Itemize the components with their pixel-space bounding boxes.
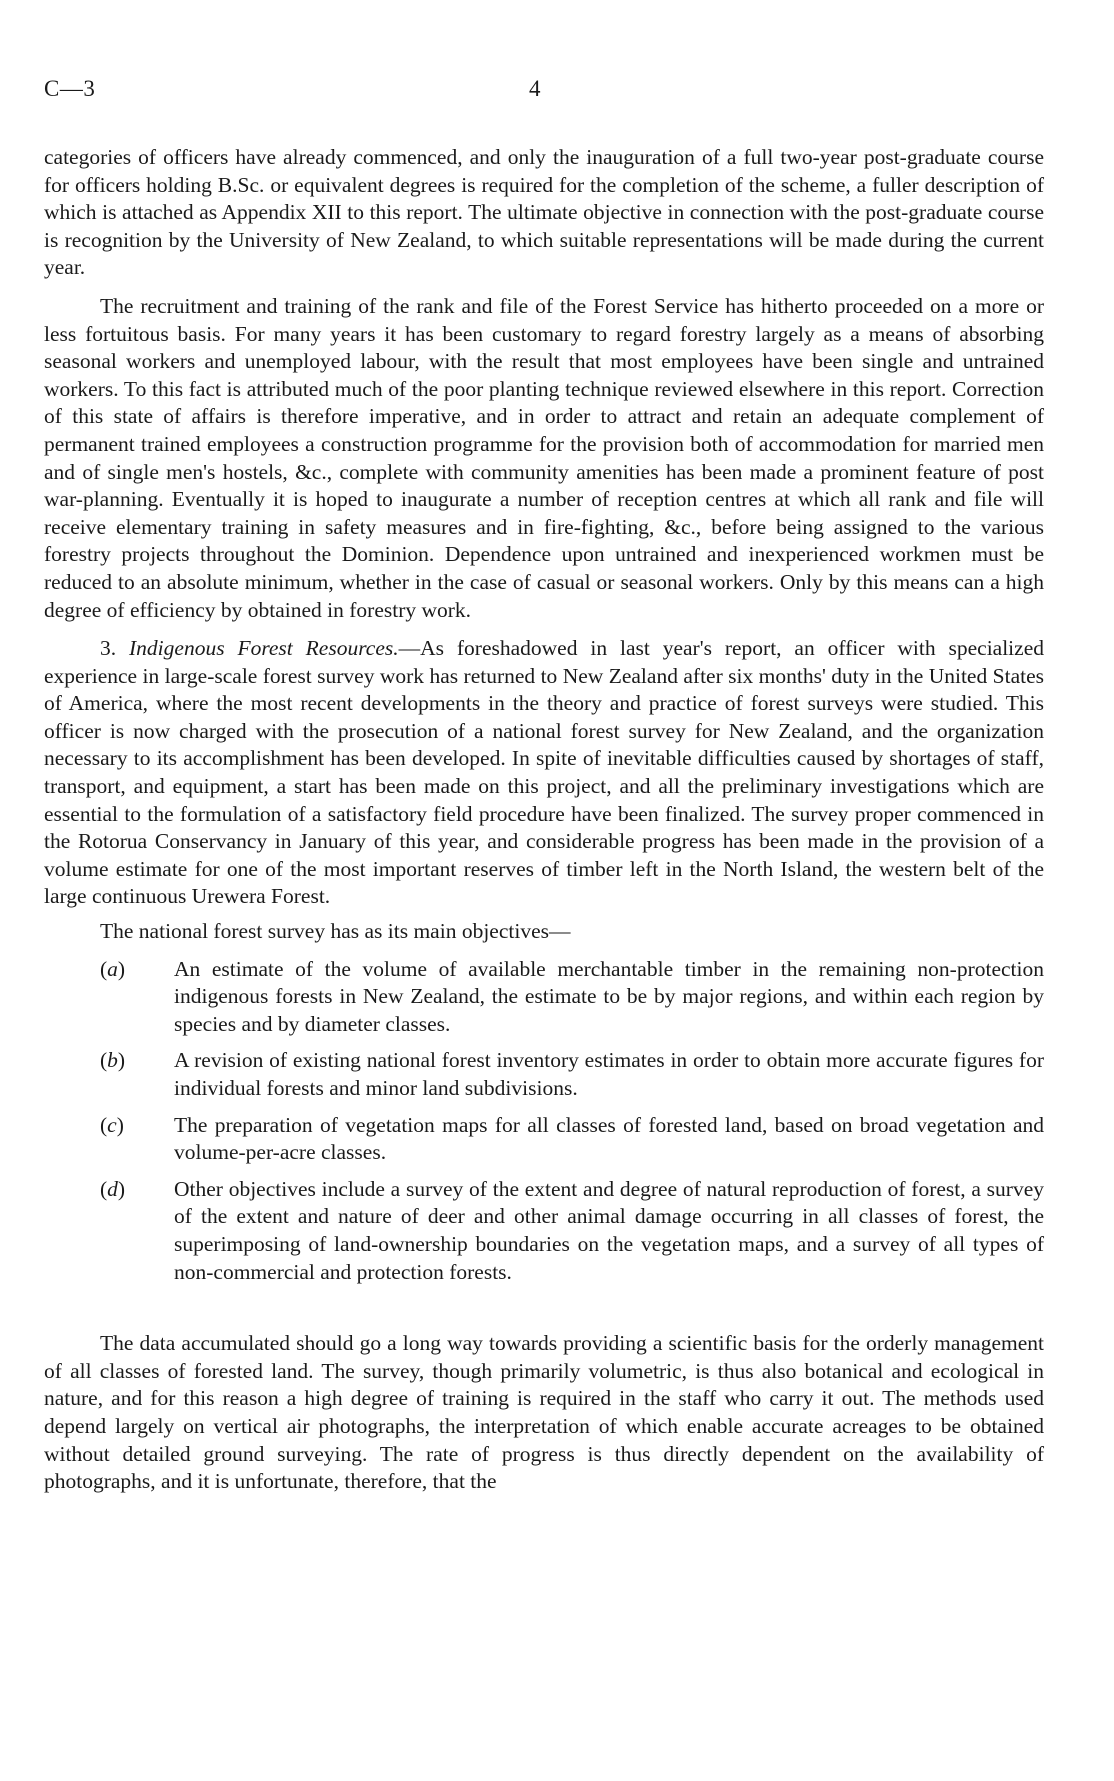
- section-number: 3.: [100, 636, 117, 661]
- list-item-text: Other objectives include a survey of the extent and degree of natural reproduction of forest, a survey of the extent and nature of deer and other animal damage occurring in all classes of forest, the superimposing of land-ownership boundaries on the vegetation maps, and a survey of all types of non-commercial and protection forests.: [174, 1176, 1044, 1284]
- list-item-marker: (c): [100, 1112, 124, 1137]
- list-item: [44, 1176, 1044, 1286]
- document-code: C—3: [44, 76, 96, 101]
- paragraph-indigenous-forest-resources: [44, 635, 1044, 911]
- paragraph-data-accumulated: The data accumulated should go a long way towards providing a scientific basis for the orderly management of all classes of forested land. The survey, though primarily volumetric, is thus also botanical and ecological in nature, and for this reason a high degree of training is required in the staff who carry it out. The methods used depend largely on vertical air photographs, the interpretation of which enable accurate acreages to be obtained without detailed ground surveying. The rate of progress is thus directly dependent on the availability of photographs, and it is unfortunate, therefore, that the: [44, 1331, 1044, 1494]
- objectives-list: [44, 956, 1044, 1287]
- list-item-text: An estimate of the volume of available merchantable timber in the remaining non-protection indigenous forests in New Zealand, the estimate to be by major regions, and within each region by species and by diameter classes.: [174, 956, 1044, 1036]
- list-item-letter: c: [107, 1112, 117, 1137]
- list-item-marker: (a): [100, 956, 126, 981]
- section-body: —As foreshadowed in last year's report, an officer with specialized experience in large-scale forest survey work has returned to New Zealand after six months' duty in the United States of America, where the most recent developments in the theory and practice of forest surveys were studied. This officer is now charged with the prosecution of a national forest survey for New Zealand, and the organization necessary to its accomplishment has been developed. In spite of inevitable difficulties caused by shortages of staff, transport, and equipment, a start has been made on this project, and all the preliminary investigations which are essential to the formulation of a satisfactory field procedure have been finalized. The survey proper commenced in the Rotorua Conservancy in January of this year, and considerable progress has been made in the provision of a volume estimate for one of the most important reserves of timber left in the North Island, the western belt of the large continuous Urewera Forest.: [44, 636, 1044, 909]
- page-header: [44, 76, 1044, 106]
- list-item-text: A revision of existing national forest inventory estimates in order to obtain more accurate figures for individual forests and minor land subdivisions.: [174, 1048, 1044, 1100]
- section-title: Indigenous Forest Resources.: [129, 636, 399, 661]
- paragraph-recruitment: The recruitment and training of the rank and file of the Forest Service has hitherto proceeded on a more or less fortuitous basis. For many years it has been customary to regard forestry largely as a means of absorbing seasonal workers and unemployed labour, with the result that most employees have been single and untrained workers. To this fact is attributed much of the poor planting technique reviewed elsewhere in this report. Correction of this state of affairs is therefore imperative, and in order to attract and retain an adequate complement of permanent trained employees a construction programme for the provision both of accommodation for married men and of single men's hostels, &c., complete with community amenities has been made a prominent feature of post war-planning. Eventually it is hoped to inaugurate a number of reception centres at which all rank and file will receive elementary training in safety measures and in fire-fighting, &c., before being assigned to the various forestry projects throughout the Dominion. Dependence upon untrained and inexperienced workmen must be reduced to an absolute minimum, whether in the case of casual or seasonal workers. Only by this means can a high degree of efficiency by obtained in forestry work.: [44, 293, 1044, 622]
- list-item: [44, 956, 1044, 1039]
- list-item-marker: (b): [100, 1048, 126, 1073]
- objectives-intro: The national forest survey has as its main objectives—: [100, 919, 571, 944]
- list-item: [44, 1112, 1044, 1167]
- list-item-marker: (d): [100, 1176, 126, 1201]
- list-item-text: The preparation of vegetation maps for all classes of forested land, based on broad vegetation and volume-per-acre classes.: [174, 1112, 1044, 1165]
- page-number: 4: [529, 76, 541, 101]
- list-item-letter: b: [107, 1048, 118, 1073]
- body-text: [44, 144, 1044, 1496]
- list-item-letter: a: [107, 956, 118, 981]
- paragraph-continuation: categories of officers have already commenced, and only the inauguration of a full two-year post-graduate course for officers holding B.Sc. or equivalent degrees is required for the completion of the scheme, a fuller description of which is attached as Appendix XII to this report. The ultimate objective in connection with the post-graduate course is recognition by the University of New Zealand, to which suitable representations will be made during the current year.: [44, 145, 1044, 280]
- list-item: [44, 1047, 1044, 1102]
- list-item-letter: d: [107, 1176, 118, 1201]
